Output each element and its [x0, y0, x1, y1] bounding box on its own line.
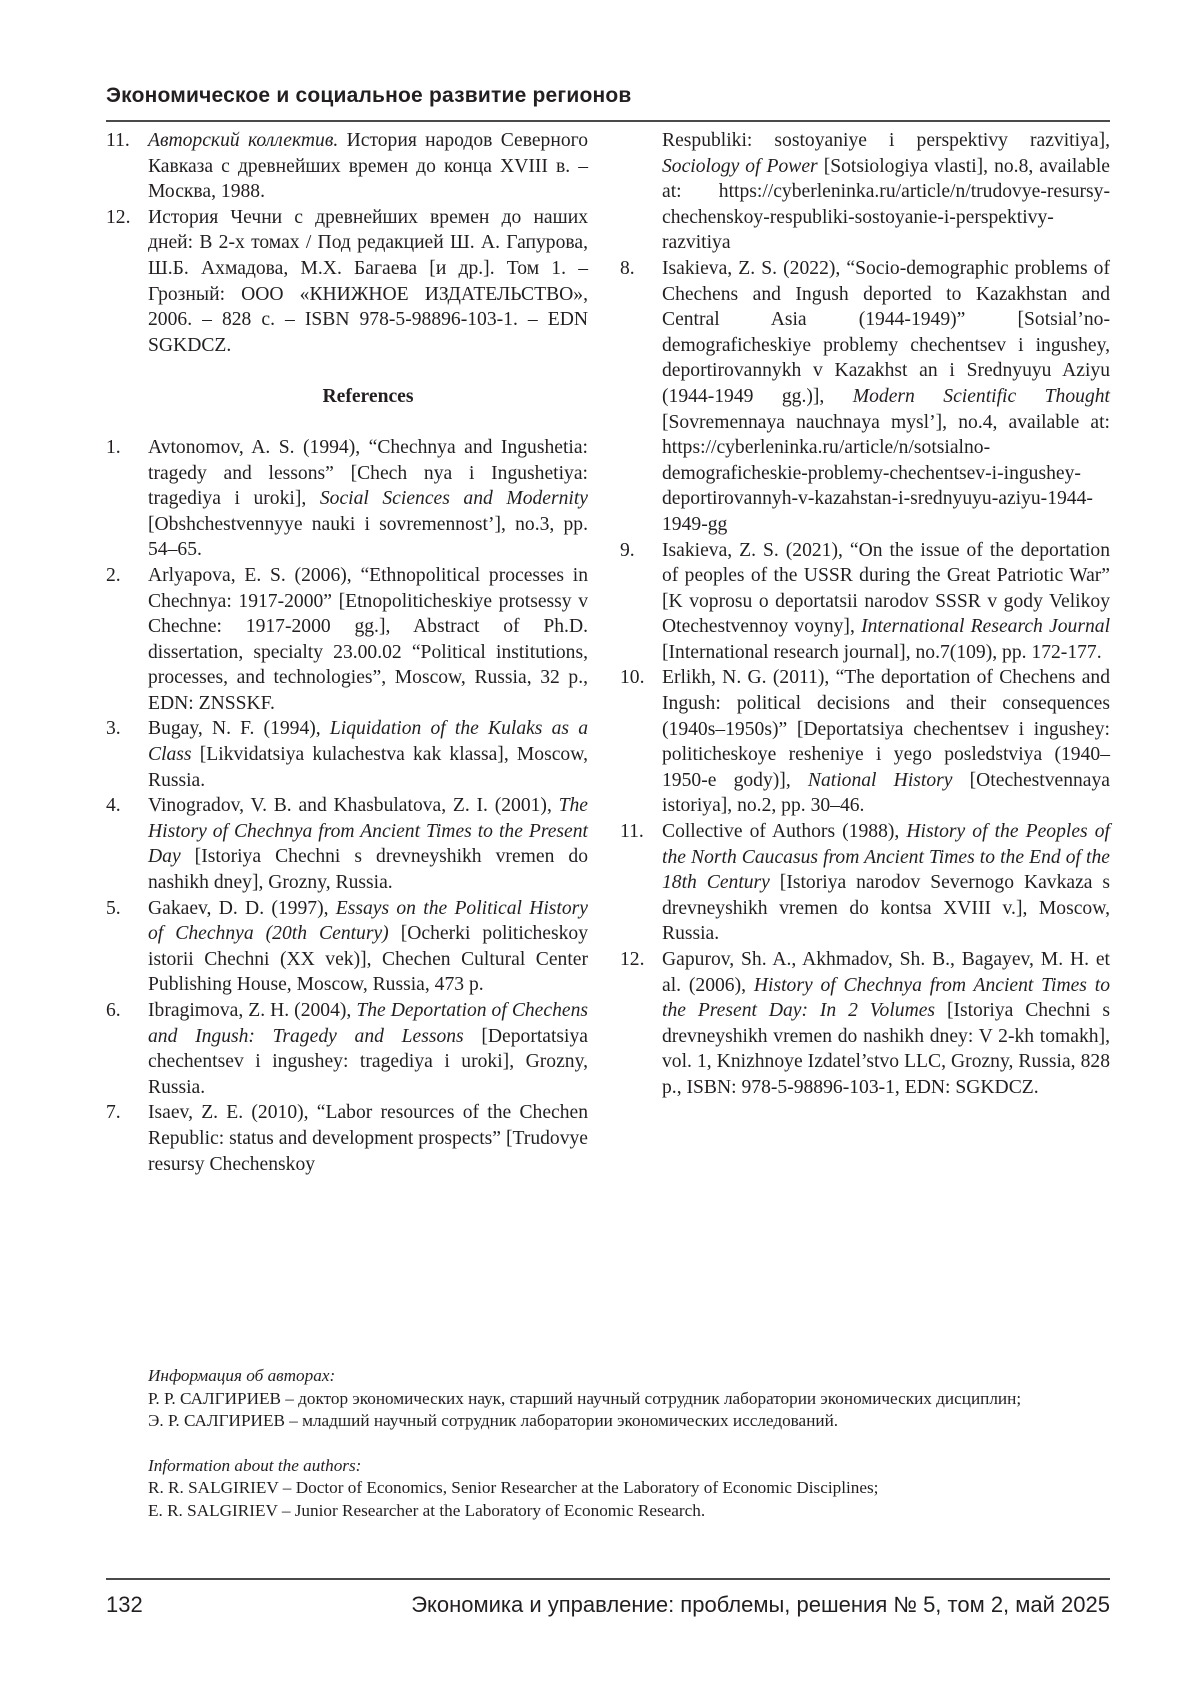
- reference-number: 11.: [106, 128, 130, 154]
- italic-title: History of the Peoples of the North Caucasus from Ancient Times to the End of the 18th Century: [662, 821, 1110, 893]
- reference-text: Erlikh, N. G. (2011), “The deportation of Chechens and Ingush: political decisions and their consequences (1940s–1950s)” [Deportatsiya chechentsev i ingushey: politicheskoye resheniye i yego posledstviya (1940–1950-e gody)],: [662, 667, 1110, 790]
- reference-text: История Чечни с древнейших времен до наших дней: В 2-х томах / Под редакцией Ш. А. Гапурова, Ш.Б. Ахмадова, М.Х. Багаева [и др.]. Том 1. – Грозный: ООО «КНИЖНОЕ ИЗДАТЕЛЬСТВО», 2006. – 828 с. – ISBN 978-5-98896-103-1. – EDN SGKDCZ.: [148, 207, 588, 356]
- italic-title: Modern Scientific Thought: [853, 386, 1110, 407]
- reference-text: Ibragimova, Z. H. (2004),: [148, 1000, 356, 1021]
- journal-issue: Экономика и управление: проблемы, решения № 5, том 2, май 2025: [411, 1592, 1110, 1618]
- reference-text: Arlyapova, E. S. (2006), “Ethnopolitical processes in Chechnya: 1917-2000” [Etnopoliticheskiye protsessy v Chechne: 1917-2000 gg.], Abstract of Ph.D. dissertation, specialty 23.00.02 “Political institutions, processes, and technologies”, Moscow, Russia, 32 p., EDN: ZNSSKF.: [148, 565, 588, 714]
- reference-text: История народов Северного Кавказа с древнейших времен до конца XVIII в. – Москва, 1988.: [148, 130, 588, 202]
- italic-title: Liquidation of the Kulaks as a Class: [148, 718, 588, 765]
- reference-number: 4.: [106, 793, 121, 819]
- reference-text: Isakieva, Z. S. (2021), “On the issue of the deportation of peoples of the USSR during the Great Patriotic War” [K voprosu o deportatsii narodov SSSR v gody Velikoy Otechestvennoy voyny],: [662, 540, 1110, 638]
- reference-item: [106, 205, 588, 359]
- reference-number: 7.: [106, 1100, 121, 1126]
- header-rule: [106, 120, 1110, 122]
- page-number: 132: [106, 1592, 143, 1618]
- reference-item: [620, 819, 1110, 947]
- reference-text: [Sovremennaya nauchnaya mysl’], no.4, available at: https://cyberleninka.ru/article/n/sotsialno-demograficheskie-problemy-chechentsev-i-ingushey-deportirovannyh-v-kazahstan-i-srednyuyu-aziyu-1944-1949-gg: [662, 412, 1110, 535]
- reference-item: [106, 793, 588, 895]
- italic-title: Social Sciences and Modernity: [320, 488, 588, 509]
- reference-number: 2.: [106, 563, 121, 589]
- reference-number: 5.: [106, 896, 121, 922]
- reference-text: Isakieva, Z. S. (2022), “Socio-demographic problems of Chechens and Ingush deported to Kazakhstan and Central Asia (1944-1949)” [Sotsial’no-demograficheskiye problemy chechentsev i ingushey, deportirovannykh v Kazakhst an i Srednyuyu Aziyu (1944-1949 gg.)],: [662, 258, 1110, 407]
- right-column: [620, 128, 1110, 1101]
- reference-list: [620, 256, 1110, 1101]
- russian-reference-list: [106, 128, 588, 358]
- authors-info: [148, 1365, 1110, 1522]
- reference-item: [106, 896, 588, 998]
- reference-number: 8.: [620, 256, 635, 282]
- italic-title: Авторский коллектив.: [148, 130, 338, 151]
- author-en-line: E. R. SALGIRIEV – Junior Researcher at the Laboratory of Economic Research.: [148, 1500, 1110, 1523]
- reference-number: 1.: [106, 435, 121, 461]
- italic-title: International Research Journal: [861, 616, 1110, 637]
- reference-item: [106, 716, 588, 793]
- italic-title: The Deportation of Chechens and Ingush: Tragedy and Lessons: [148, 1000, 588, 1047]
- reference-text: [Istoriya Chechni s drevneyshikh vremen do nashikh dney], Grozny, Russia.: [148, 846, 588, 893]
- authors-ru-title: Информация об авторах:: [148, 1365, 1110, 1388]
- italic-title: History of Chechnya from Ancient Times to the Present Day: In 2 Volumes: [662, 975, 1110, 1022]
- reference-text: Collective of Authors (1988),: [662, 821, 906, 842]
- reference-text: [Istoriya narodov Severnogo Kavkaza s drevneyshikh vremen do kontsa XVIII v.], Moscow, Russia.: [662, 872, 1110, 944]
- reference-text: Isaev, Z. E. (2010), “Labor resources of the Chechen Republic: status and development prospects” [Trudovye resursy Chechenskoy: [148, 1102, 588, 1174]
- running-title: Экономическое и социальное развитие регионов: [106, 84, 632, 108]
- reference-text: [Likvidatsiya kulachestva kak klassa], Moscow, Russia.: [148, 744, 588, 791]
- reference-number: 12.: [620, 947, 645, 973]
- italic-title: National History: [808, 770, 953, 791]
- italic-title: Sociology of Power: [662, 156, 818, 177]
- reference-item: [106, 563, 588, 717]
- reference-item: [106, 435, 588, 563]
- author-ru-line: Р. Р. САЛГИРИЕВ – доктор экономических наук, старший научный сотрудник лаборатории экономических дисциплин;: [148, 1388, 1110, 1411]
- reference-item: [106, 128, 588, 205]
- reference-number: 6.: [106, 998, 121, 1024]
- author-en-line: R. R. SALGIRIEV – Doctor of Economics, Senior Researcher at the Laboratory of Economic Disciplines;: [148, 1477, 1110, 1500]
- reference-text: Bugay, N. F. (1994),: [148, 718, 330, 739]
- reference-text: [Obshchestvennyye nauki i sovremennost’], no.3, pp. 54–65.: [148, 514, 588, 561]
- reference-text: Gapurov, Sh. A., Akhmadov, Sh. B., Bagayev, M. H. et al. (2006),: [662, 949, 1110, 996]
- reference-item: [620, 665, 1110, 819]
- author-ru-line: Э. Р. САЛГИРИЕВ – младший научный сотрудник лаборатории экономических исследований.: [148, 1410, 1110, 1433]
- reference-text: Vinogradov, V. B. and Khasbulatova, Z. I. (2001),: [148, 795, 559, 816]
- reference-text: Respubliki: sostoyaniye i perspektivy razvitiya],: [662, 130, 1110, 151]
- reference-text: [Otechestvennaya istoriya], no.2, pp. 30–46.: [662, 770, 1110, 817]
- footer-rule: [106, 1578, 1110, 1580]
- reference-item: [620, 538, 1110, 666]
- reference-7-continuation: [620, 128, 1110, 256]
- references-heading: References: [148, 384, 588, 410]
- reference-number: 10.: [620, 665, 645, 691]
- reference-text: Gakaev, D. D. (1997),: [148, 898, 336, 919]
- reference-item: [106, 998, 588, 1100]
- reference-number: 9.: [620, 538, 635, 564]
- reference-text: Avtonomov, A. S. (1994), “Chechnya and Ingushetia: tragedy and lessons” [Chech nya i Ingushetiya: tragediya i uroki],: [148, 437, 588, 509]
- reference-text: [Deportatsiya chechentsev i ingushey: tragediya i uroki], Grozny, Russia.: [148, 1026, 588, 1098]
- reference-text: [Istoriya Chechni s drevneyshikh vremen do nashikh dney: V 2-kh tomakh], vol. 1, Knizhnoye Izdatel’stvo LLC, Grozny, Russia, 828 p., ISBN: 978-5-98896-103-1, EDN: SGKDCZ.: [662, 1000, 1110, 1098]
- italic-title: The History of Chechnya from Ancient Times to the Present Day: [148, 795, 588, 867]
- authors-en-title: Information about the authors:: [148, 1455, 1110, 1478]
- reference-number: 12.: [106, 205, 131, 231]
- left-column: [106, 128, 588, 1177]
- reference-text: [International research journal], no.7(109), pp. 172-177.: [662, 642, 1102, 663]
- reference-text: [Ocherki politicheskoy istorii Chechni (XX vek)], Chechen Cultural Center Publishing House, Moscow, Russia, 473 p.: [148, 923, 588, 995]
- reference-text: [Sotsiologiya vlasti], no.8, available at: https://cyberleninka.ru/article/n/trudovye-resursy-chechenskoy-respubliki-sostoyanie-i-perspektivy-razvitiya: [662, 156, 1110, 254]
- reference-item: [620, 256, 1110, 538]
- reference-list: [106, 435, 588, 1177]
- reference-item: [620, 947, 1110, 1101]
- reference-number: 11.: [620, 819, 644, 845]
- italic-title: Essays on the Political History of Chechnya (20th Century): [148, 898, 588, 945]
- reference-number: 3.: [106, 716, 121, 742]
- reference-item: [106, 1100, 588, 1177]
